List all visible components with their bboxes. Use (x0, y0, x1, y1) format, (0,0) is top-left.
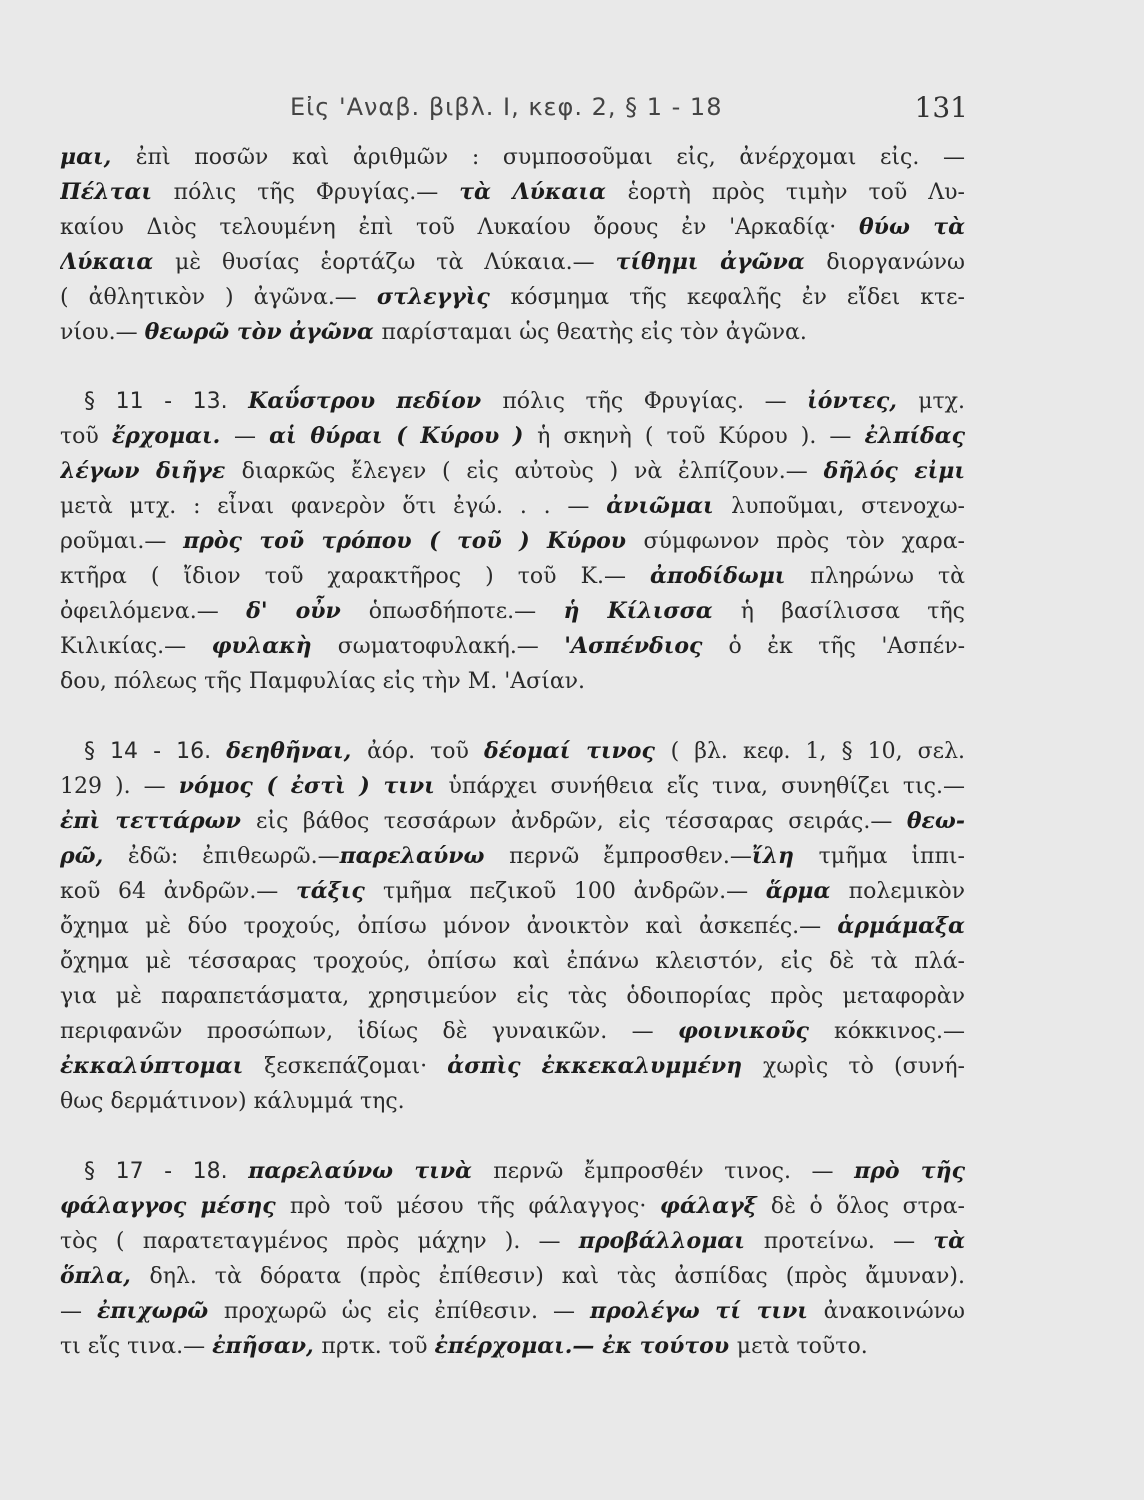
headword: θύω τὰ (859, 214, 965, 240)
gloss-text: ὀφειλόμενα.— (60, 599, 247, 624)
gloss-text: ὄχημα μὲ δύο τροχούς, ὀπίσω μόνον ἀνοικτὸν καὶ ἀσκεπές.— (60, 914, 838, 939)
headword: θεω- (906, 808, 965, 834)
headword: θεωρῶ τὸν ἀγῶνα (144, 319, 382, 345)
gloss-text: ὄχημα μὲ τέσσαρας τροχούς, ὀπίσω καὶ ἐπάνω κλειστόν, εἰς δὲ τὰ πλά- (60, 949, 965, 974)
paragraph (60, 140, 965, 350)
gloss-text: για μὲ παραπετάσματα, χρησιμεύον εἰς τὰς ὁδοιπορίας πρὸς μεταφορὰν (60, 984, 965, 1009)
headword: δ' οὖν (246, 598, 369, 624)
section-number: § 17 - 18. (84, 1159, 249, 1184)
gloss-text: δου, πόλεως τῆς Παμφυλίας εἰς τὴν Μ. 'Ασίαν. (60, 669, 586, 694)
headword: Λύκαια (60, 249, 175, 275)
gloss-text: μετὰ μτχ. : εἶναι φανερὸν ὅτι ἐγώ. . . — (60, 494, 607, 519)
running-head: Εἰς 'Αναβ. βιβλ. Ι, κεφ. 2, § 1 - 18 (290, 93, 723, 121)
gloss-text: πολεμικὸν (848, 879, 965, 904)
gloss-text: τμῆμα πεζικοῦ 100 ἀνδρῶν.— (383, 879, 766, 904)
gloss-text: διαρκῶς ἔλεγεν ( εἰς αὐτοὺς ) νὰ ἐλπίζουν.— (241, 459, 824, 484)
text-line (60, 1189, 965, 1224)
headword: προλέγω τί τινι (590, 1298, 824, 1324)
paragraph-gap (60, 699, 965, 734)
page-body (60, 140, 965, 1364)
section-number: § 11 - 13. (84, 389, 249, 414)
headword: φυλακὴ (211, 633, 338, 659)
gloss-text: κτῆρα ( ἴδιον τοῦ χαρακτῆρος ) τοῦ Κ.— (60, 564, 651, 589)
headword: δῆλός εἰμι (823, 458, 965, 484)
gloss-text: χωρὶς τὸ (συνή- (763, 1054, 965, 1079)
text-line (60, 734, 965, 769)
text-line (60, 175, 965, 210)
text-line (60, 245, 965, 280)
headword: ἅρμα (765, 878, 849, 904)
gloss-text: σωματοφυλακή.— (337, 634, 565, 659)
gloss-text: διοργανώνω (826, 250, 965, 275)
text-line (60, 1294, 965, 1329)
gloss-text: ὑπάρχει συνήθεια εἴς τινα, συνηθίζει τις.— (448, 774, 965, 799)
text-line (60, 489, 965, 524)
headword: νόμος ( ἐστὶ ) τινι (178, 773, 449, 799)
text-line (60, 909, 965, 944)
text-line (60, 1049, 965, 1084)
headword: αἱ θύραι ( Κύρου ) (269, 423, 538, 449)
headword: τὰ (933, 1228, 965, 1254)
headword: ρῶ, (60, 843, 128, 869)
gloss-text: κόσμημα τῆς κεφαλῆς ἐν εἴδει κτε- (510, 285, 965, 310)
headword: λέγων διῆγε (60, 458, 242, 484)
gloss-text: ἑορτὴ πρὸς τιμὴν τοῦ Λυ- (627, 180, 965, 205)
headword: ἁρμάμαξα (837, 913, 965, 939)
headword: ἡ Κίλισσα (563, 598, 741, 624)
gloss-text: παρίσταμαι ὡς θεατὴς εἰς τὸν ἀγῶνα. (381, 320, 807, 345)
gloss-text: θως δερμάτινον) κάλυμμά της. (60, 1089, 405, 1114)
gloss-text: μὲ θυσίας ἑορτάζω τὰ Λύκαια.— (174, 250, 616, 275)
headword: τὰ Λύκαια (459, 179, 628, 205)
gloss-text: ( βλ. κεφ. 1, § 10, σελ. (670, 739, 965, 764)
headword: 'Ασπένδιος (564, 633, 729, 659)
headword: ἀποδίδωμι (650, 563, 811, 589)
headword: πρὸς τοῦ τρόπου ( τοῦ ) Κύρου (183, 528, 644, 554)
headword: ἐπιχωρῶ (97, 1298, 224, 1324)
headword: ἐπέρχομαι.— (434, 1333, 603, 1359)
paragraph-gap (60, 350, 965, 384)
gloss-text: ροῦμαι.— (60, 529, 184, 554)
gloss-text: τι εἴς τινα.— (60, 1334, 213, 1359)
headword: ἐλπίδας (864, 423, 965, 449)
gloss-text: περνῶ ἔμπροσθεν.— (509, 844, 752, 869)
headword: ἐπῆσαν, (212, 1333, 322, 1359)
headword: τίθημι ἀγῶνα (615, 249, 827, 275)
gloss-text: περνῶ ἔμπροσθέν τινος. — (493, 1159, 855, 1184)
gloss-text: ὁπωσδήποτε.— (368, 599, 564, 624)
gloss-text: δηλ. τὰ δόρατα (πρὸς ἐπίθεσιν) καὶ τὰς ἀσπίδας (πρὸς ἄμυναν). (149, 1264, 965, 1289)
headword: προβάλλομαι (578, 1228, 764, 1254)
headword: πρὸ τῆς (854, 1158, 965, 1184)
headword: ὅπλα, (60, 1263, 150, 1289)
gloss-text: προχωρῶ ὡς εἰς ἐπίθεσιν. — (223, 1299, 591, 1324)
gloss-text: ὁ ἐκ τῆς 'Ασπέν- (728, 634, 965, 659)
gloss-text: — (234, 424, 270, 449)
text-line (60, 944, 965, 979)
text-line (60, 210, 965, 245)
gloss-text: κόκκινος.— (833, 1019, 965, 1044)
page-header (60, 93, 968, 127)
text-line (60, 664, 965, 699)
headword: παρελαύνω (339, 843, 510, 869)
gloss-text: περιφανῶν προσώπων, ἰδίως δὲ γυναικῶν. — (60, 1019, 678, 1044)
gloss-text: λυποῦμαι, στενοχω- (731, 494, 965, 519)
text-line (60, 629, 965, 664)
page-number: 131 (914, 91, 968, 124)
gloss-text: πρτκ. τοῦ (321, 1334, 435, 1359)
headword: ἴλη (751, 843, 819, 869)
text-line (60, 140, 965, 175)
gloss-text: — (60, 1299, 98, 1324)
text-line (60, 280, 965, 315)
headword: φοινικοῦς (677, 1018, 834, 1044)
paragraph (60, 384, 965, 699)
text-line (60, 559, 965, 594)
gloss-text: ἡ βασίλισσα τῆς (740, 599, 965, 624)
headword: στλεγγὶς (376, 284, 511, 310)
gloss-text: ( ἀθλητικὸν ) ἀγῶνα.— (60, 285, 377, 310)
text-line (60, 1084, 965, 1119)
text-line (60, 769, 965, 804)
headword: τάξις (295, 878, 384, 904)
text-line (60, 874, 965, 909)
headword: φάλαγγος μέσης (60, 1193, 290, 1219)
text-line (60, 979, 965, 1014)
text-line (60, 804, 965, 839)
headword: δεηθῆναι, (226, 738, 368, 764)
section-number: § 14 - 16. (84, 739, 227, 764)
gloss-text: προτείνω. — (763, 1229, 934, 1254)
gloss-text: τοῦ (60, 424, 112, 449)
text-line (60, 594, 965, 629)
headword: φάλαγξ (659, 1193, 771, 1219)
gloss-text: πόλις τῆς Φρυγίας. — (502, 389, 808, 414)
headword: μαι, (60, 144, 136, 170)
headword: Καΰστρου πεδίον (248, 388, 503, 414)
gloss-text: μτχ. (918, 389, 965, 414)
gloss-text: καίου Διὸς τελουμένη ἐπὶ τοῦ Λυκαίου ὄρους ἐν 'Αρκαδίᾳ· (60, 215, 859, 240)
gloss-text: πληρώνω τὰ (810, 564, 965, 589)
gloss-text: ἀνακοινώνω (823, 1299, 965, 1324)
text-line (60, 524, 965, 559)
headword: ἀσπὶς ἐκκεκαλυμμένη (447, 1053, 764, 1079)
text-line (60, 1014, 965, 1049)
gloss-text: πρὸ τοῦ μέσου τῆς φάλαγγος· (289, 1194, 660, 1219)
headword: ἐκκαλύπτομαι (60, 1053, 265, 1079)
gloss-text: ἡ σκηνὴ ( τοῦ Κύρου ). — (537, 424, 865, 449)
gloss-text: τμῆμα ἱππι- (818, 844, 965, 869)
text-line (60, 1154, 965, 1189)
headword: δέομαί τινος (483, 738, 671, 764)
headword: ἀνιῶμαι (606, 493, 732, 519)
text-line (60, 454, 965, 489)
text-line (60, 419, 965, 454)
text-line (60, 1224, 965, 1259)
headword: ἐκ τούτου (602, 1333, 737, 1359)
headword: ἰόντες, (807, 388, 919, 414)
gloss-text: τὸς ( παρατεταγμένος πρὸς μάχην ). — (60, 1229, 579, 1254)
gloss-text: ξεσκεπάζομαι· (264, 1054, 448, 1079)
gloss-text: κοῦ 64 ἀνδρῶν.— (60, 879, 296, 904)
gloss-text: ἐδῶ: ἐπιθεωρῶ.— (127, 844, 340, 869)
paragraph-gap (60, 1119, 965, 1154)
gloss-text: σύμφωνον πρὸς τὸν χαρα- (643, 529, 965, 554)
headword: ἔρχομαι. (111, 423, 235, 449)
gloss-text: Κιλικίας.— (60, 634, 212, 659)
headword: παρελαύνω τινὰ (248, 1158, 494, 1184)
text-line (60, 384, 965, 419)
text-line (60, 1329, 965, 1364)
gloss-text: ἀόρ. τοῦ (367, 739, 484, 764)
headword: ἐπὶ τεττάρων (60, 808, 257, 834)
paragraph (60, 1154, 965, 1364)
gloss-text: πόλις τῆς Φρυγίας.— (173, 180, 460, 205)
paragraph (60, 734, 965, 1119)
headword: Πέλται (60, 179, 174, 205)
text-line (60, 1259, 965, 1294)
gloss-text: δὲ ὁ ὅλος στρα- (770, 1194, 965, 1219)
text-line (60, 839, 965, 874)
gloss-text: μετὰ τοῦτο. (736, 1334, 868, 1359)
gloss-text: εἰς βάθος τεσσάρων ἀνδρῶν, εἰς τέσσαρας σειράς.— (256, 809, 907, 834)
gloss-text: 129 ). — (60, 774, 179, 799)
gloss-text: ἐπὶ ποσῶν καὶ ἀριθμῶν : συμποσοῦμαι εἰς, ἀνέρχομαι εἰς. — (135, 145, 965, 170)
gloss-text: νίου.— (60, 320, 145, 345)
text-line (60, 315, 965, 350)
